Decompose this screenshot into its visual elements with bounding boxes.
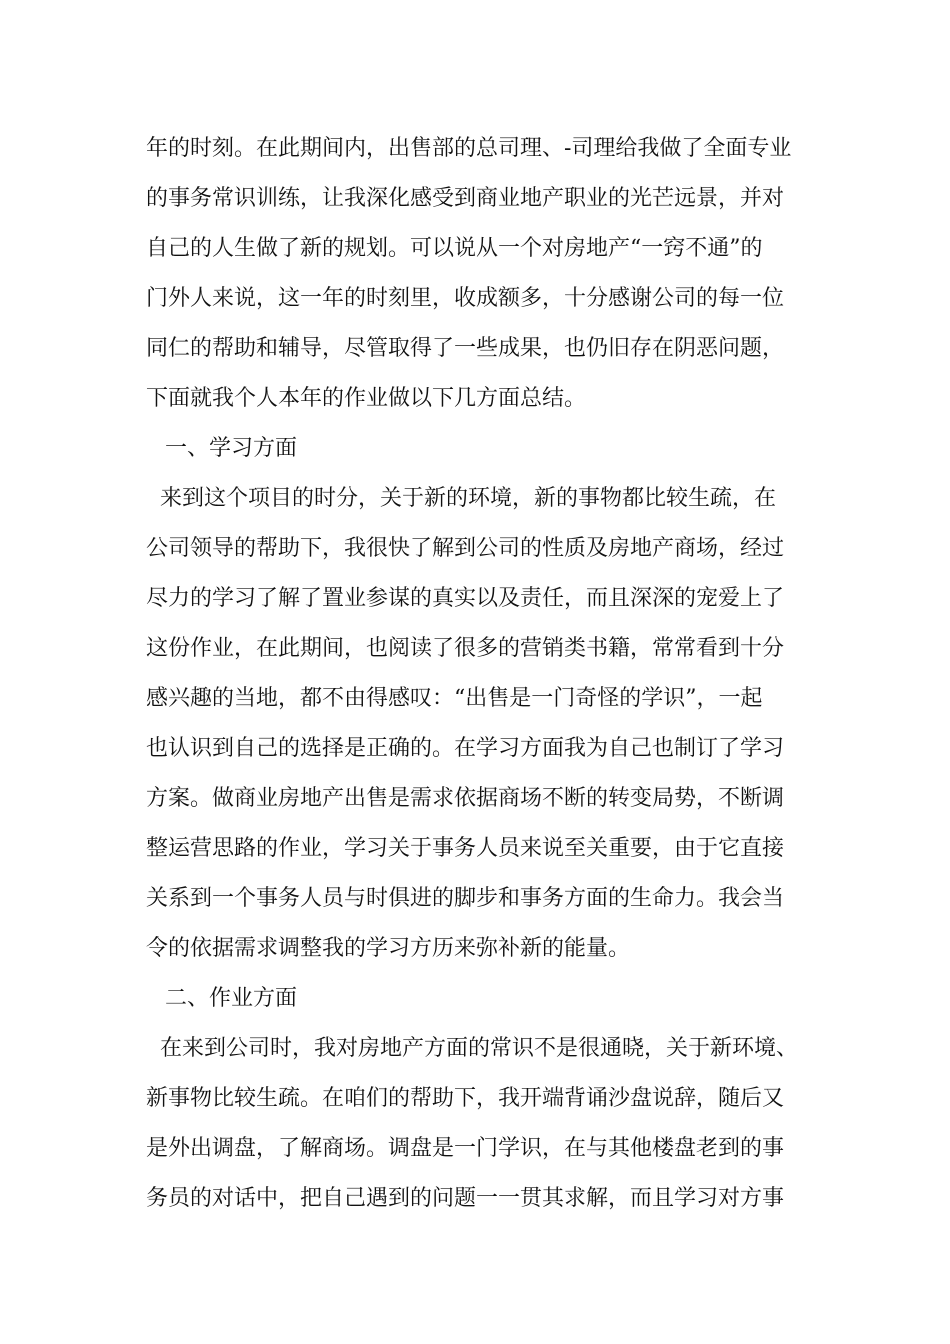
section-heading: 一、学习方面 [165,436,298,461]
text-line: 这份作业，在此期间，也阅读了很多的营销类书籍，常常看到十分 [146,636,785,661]
text-line: 自己的人生做了新的规划。可以说从一个对房地产“一窍不通”的 [146,236,763,261]
text-line: 新事物比较生疏。在咱们的帮助下，我开端背诵沙盘说辞，随后又 [146,1086,785,1111]
text-line: 务员的对话中，把自己遇到的问题一一贯其求解，而且学习对方事 [146,1186,785,1211]
text-line: 感兴趣的当地，都不由得感叹：“出售是一门奇怪的学识”，一起 [146,686,763,711]
text-line: 尽力的学习了解了置业参谋的真实以及责任，而且深深的宠爱上了 [146,586,785,611]
text-line: 下面就我个人本年的作业做以下几方面总结。 [146,386,587,411]
text-line: 整运营思路的作业，学习关于事务人员来说至关重要，由于它直接 [146,836,785,861]
text-line: 门外人来说，这一年的时刻里，收成额多，十分感谢公司的每一位 [146,286,785,311]
text-line: 方案。做商业房地产出售是需求依据商场不断的转变局势，不断调 [146,786,785,811]
text-line: 在来到公司时，我对房地产方面的常识不是很通晓，关于新环境、 [146,1036,798,1061]
text-line: 关系到一个事务人员与时俱进的脚步和事务方面的生命力。我会当 [146,886,785,911]
text-line: 来到这个项目的时分，关于新的环境，新的事物都比较生疏，在 [146,486,776,511]
text-line: 年的时刻。在此期间内，出售部的总司理、-司理给我做了全面专业 [146,136,792,161]
text-line: 是外出调盘，了解商场。调盘是一门学识，在与其他楼盘老到的事 [146,1136,785,1161]
text-line: 的事务常识训练，让我深化感受到商业地产职业的光芒远景，并对 [146,186,785,211]
text-line: 令的依据需求调整我的学习方历来弥补新的能量。 [146,936,631,961]
text-line: 同仁的帮助和辅导，尽管取得了一些成果，也仍旧存在阴恶问题， [146,336,785,361]
text-line: 公司领导的帮助下，我很快了解到公司的性质及房地产商场，经过 [146,536,785,561]
section-heading: 二、作业方面 [165,986,298,1011]
text-line: 也认识到自己的选择是正确的。在学习方面我为自己也制订了学习 [146,736,785,761]
